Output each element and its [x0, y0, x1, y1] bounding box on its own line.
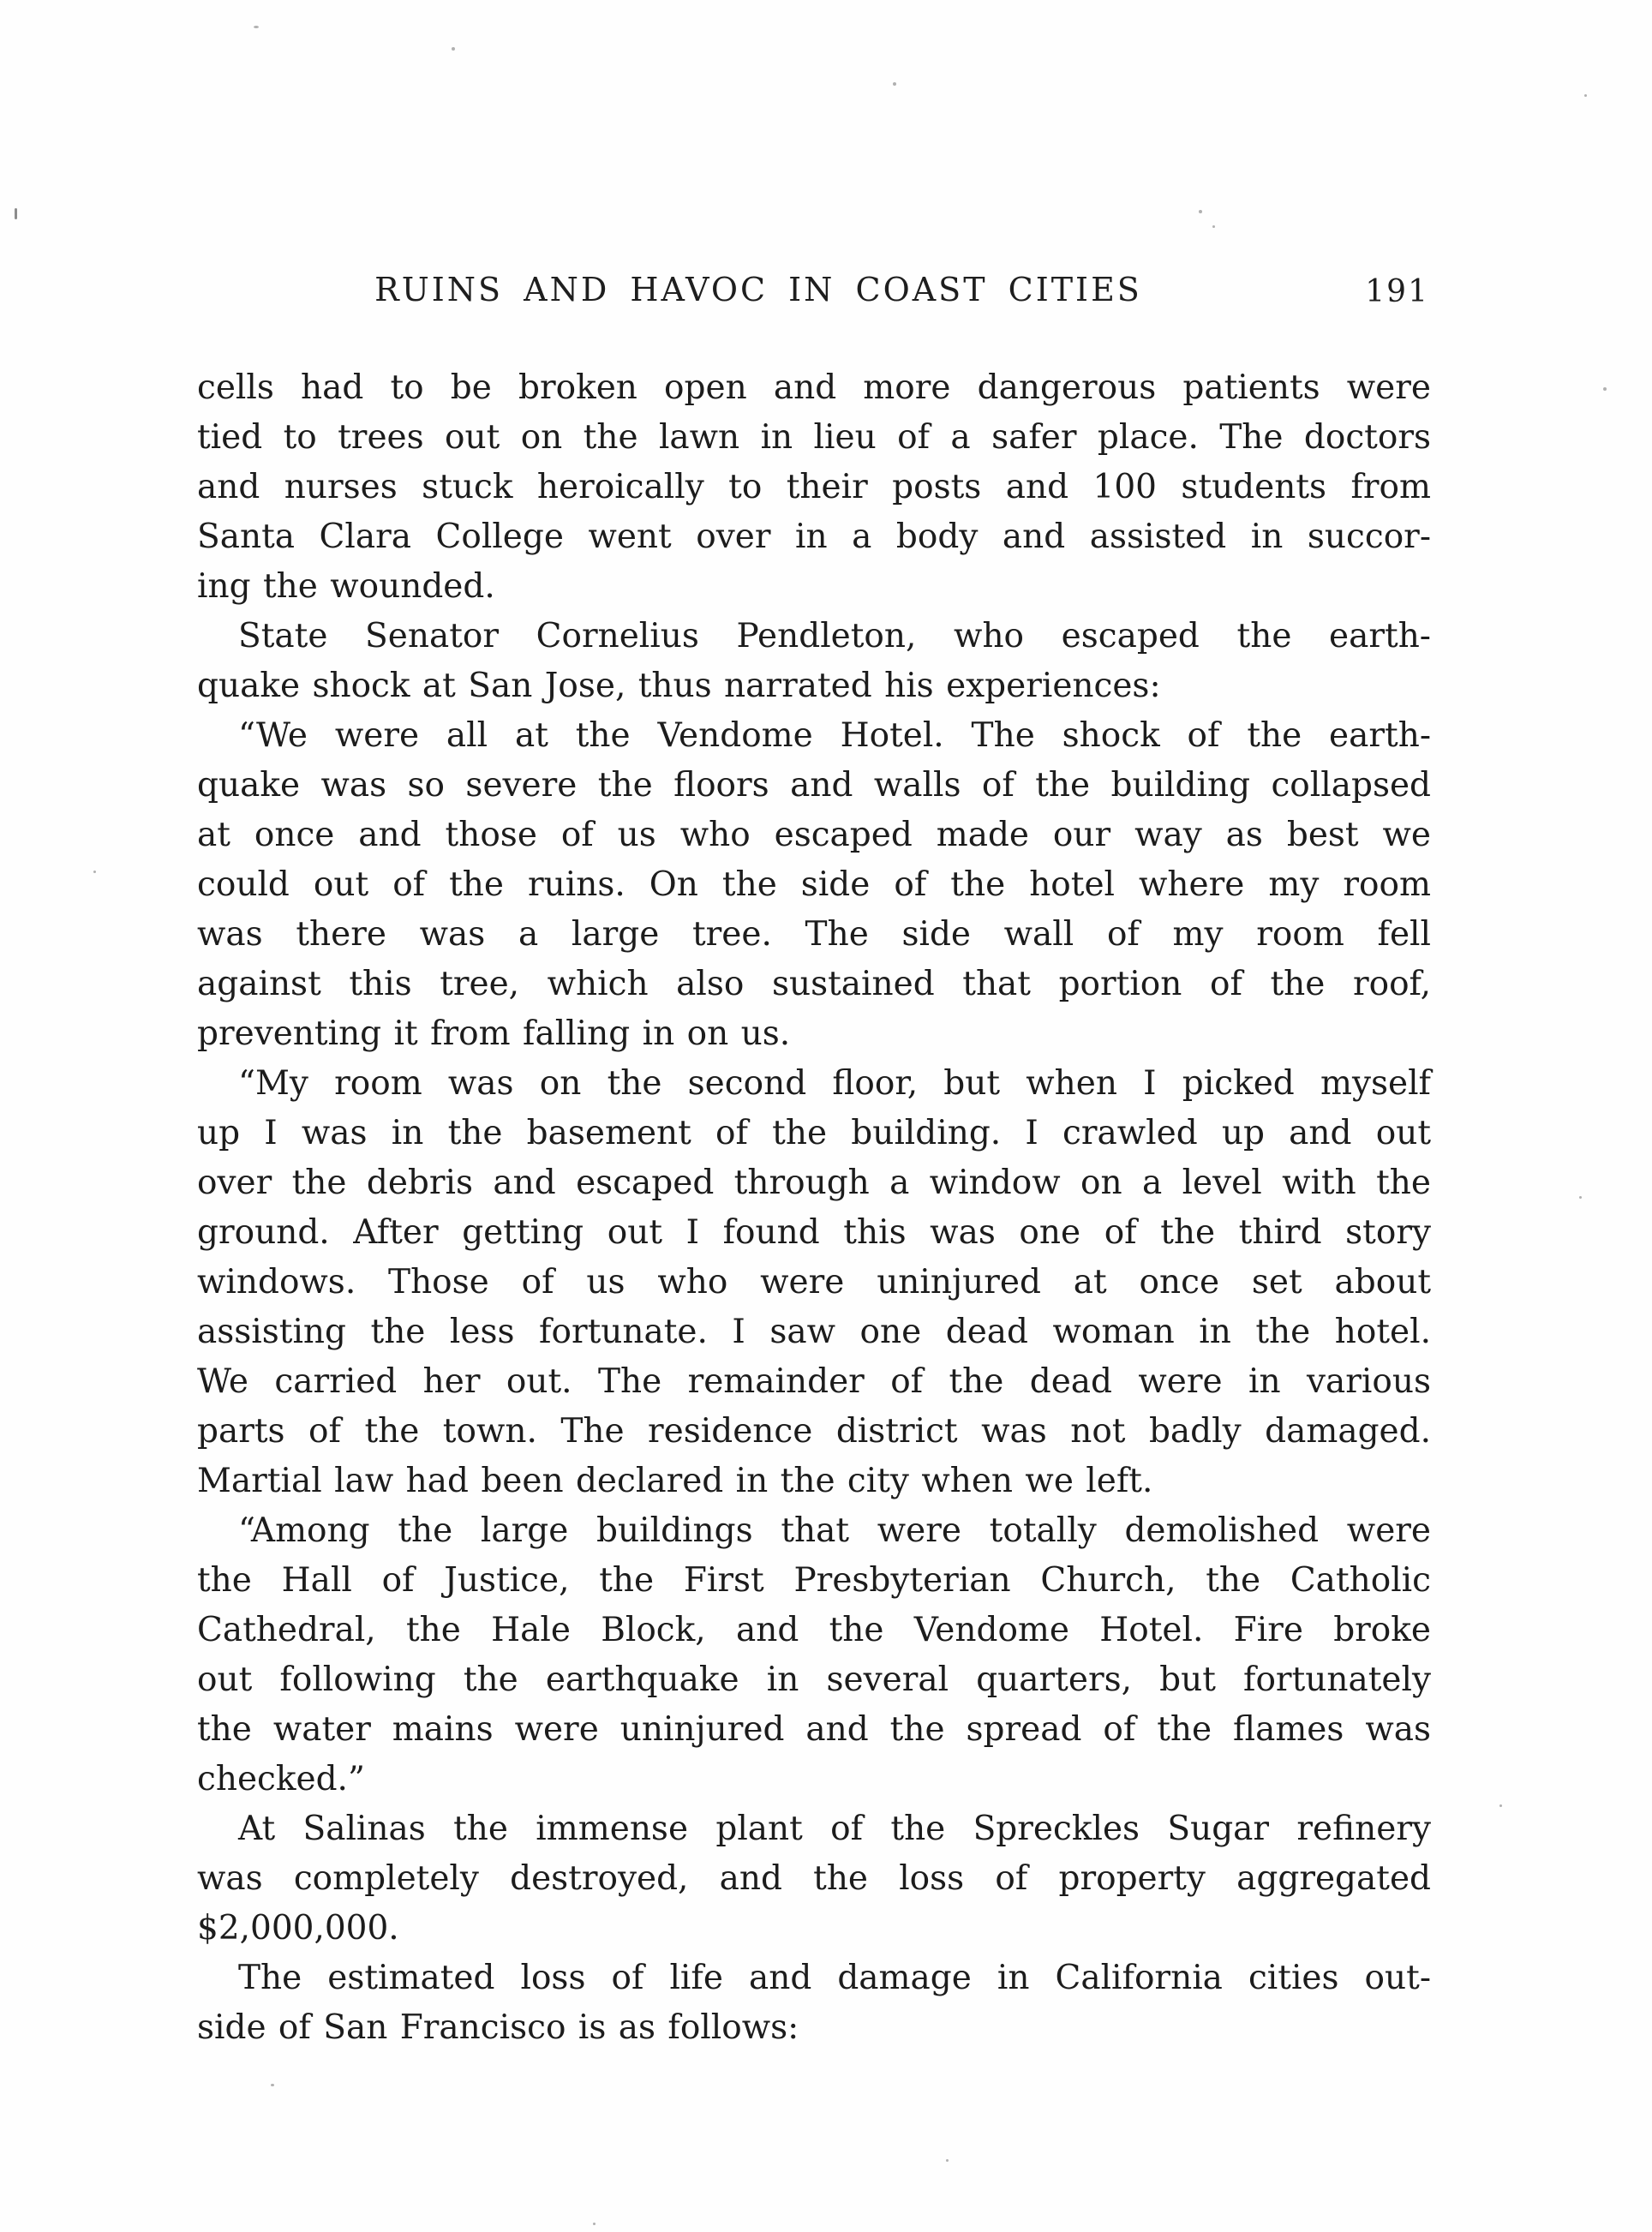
text-line: Martial law had been declared in the city when we left.	[197, 1462, 1153, 1500]
paragraph	[197, 1059, 1431, 1506]
page-number: 191	[1365, 274, 1429, 309]
scan-speck	[946, 2159, 949, 2162]
text-line: ing the wounded.	[197, 567, 495, 606]
text-line: At Salinas the immense plant of the Spreckles Sugar refinery	[238, 1810, 1431, 1848]
running-title: RUINS AND HAVOC IN COAST CITIES	[374, 271, 1142, 308]
text-line: “We were all at the Vendome Hotel. The shock of the earth-	[238, 716, 1431, 755]
text-line: at once and those of us who escaped made our way as best we	[197, 816, 1431, 854]
text-line: was there was a large tree. The side wall of my room fell	[197, 915, 1431, 954]
text-line: $2,000,000.	[197, 1909, 399, 1948]
paragraph	[197, 711, 1431, 1059]
scan-speck	[93, 871, 96, 873]
scan-speck	[452, 47, 455, 51]
paragraph	[197, 1954, 1431, 2053]
text-line: preventing it from falling in on us.	[197, 1014, 791, 1053]
text-line: parts of the town. The residence district was not badly damaged.	[197, 1412, 1431, 1451]
text-line: against this tree, which also sustained that portion of the roof,	[197, 965, 1431, 1003]
text-line: checked.”	[197, 1760, 365, 1798]
scan-speck	[1584, 94, 1587, 97]
scan-speck	[1499, 1804, 1502, 1807]
text-line: assisting the less fortunate. I saw one dead woman in the hotel.	[197, 1313, 1431, 1351]
scan-speck	[1603, 387, 1607, 391]
scan-speck	[15, 208, 17, 219]
paragraph	[197, 612, 1431, 711]
text-line: windows. Those of us who were uninjured at once set about	[197, 1263, 1431, 1302]
text-line: Santa Clara College went over in a body and assisted in succor-	[197, 518, 1431, 556]
text-line: quake shock at San Jose, thus narrated his experiences:	[197, 667, 1161, 705]
text-line: “Among the large buildings that were totally demolished were	[238, 1511, 1431, 1550]
text-line: and nurses stuck heroically to their posts and 100 students from	[197, 468, 1431, 506]
scan-speck	[1199, 210, 1202, 213]
text-line: out following the earthquake in several quarters, but fortunately	[197, 1661, 1431, 1699]
paragraph	[197, 1804, 1431, 1954]
scan-speck	[1579, 1196, 1582, 1199]
text-line: side of San Francisco is as follows:	[197, 2008, 799, 2047]
text-line: ground. After getting out I found this was one of the third story	[197, 1213, 1431, 1252]
text-line: over the debris and escaped through a window on a level with the	[197, 1164, 1431, 1202]
text-line: Cathedral, the Hale Block, and the Vendome Hotel. Fire broke	[197, 1611, 1431, 1649]
text-block	[197, 363, 1431, 2053]
text-line: was completely destroyed, and the loss of property aggregated	[197, 1859, 1431, 1898]
paragraph	[197, 363, 1431, 612]
scan-speck	[593, 2223, 596, 2225]
text-line: the Hall of Justice, the First Presbyterian Church, the Catholic	[197, 1561, 1431, 1600]
scan-speck	[1212, 225, 1215, 228]
scan-speck	[271, 2084, 274, 2086]
text-line: We carried her out. The remainder of the dead were in various	[197, 1362, 1431, 1401]
text-line: tied to trees out on the lawn in lieu of a safer place. The doctors	[197, 418, 1431, 457]
paragraph	[197, 1506, 1431, 1804]
page-header	[197, 271, 1431, 315]
text-line: The estimated loss of life and damage in California cities out-	[238, 1959, 1431, 1997]
scan-speck	[893, 82, 896, 86]
scan-speck	[254, 26, 259, 28]
text-line: the water mains were uninjured and the spread of the flames was	[197, 1710, 1431, 1749]
text-line: could out of the ruins. On the side of the hotel where my room	[197, 865, 1431, 904]
text-line: quake was so severe the floors and walls of the building collapsed	[197, 766, 1431, 805]
text-line: cells had to be broken open and more dangerous patients were	[197, 368, 1431, 407]
text-line: State Senator Cornelius Pendleton, who escaped the earth-	[238, 617, 1431, 655]
text-line: up I was in the basement of the building. I crawled up and out	[197, 1114, 1431, 1152]
text-line: “My room was on the second floor, but when I picked myself	[238, 1064, 1431, 1103]
